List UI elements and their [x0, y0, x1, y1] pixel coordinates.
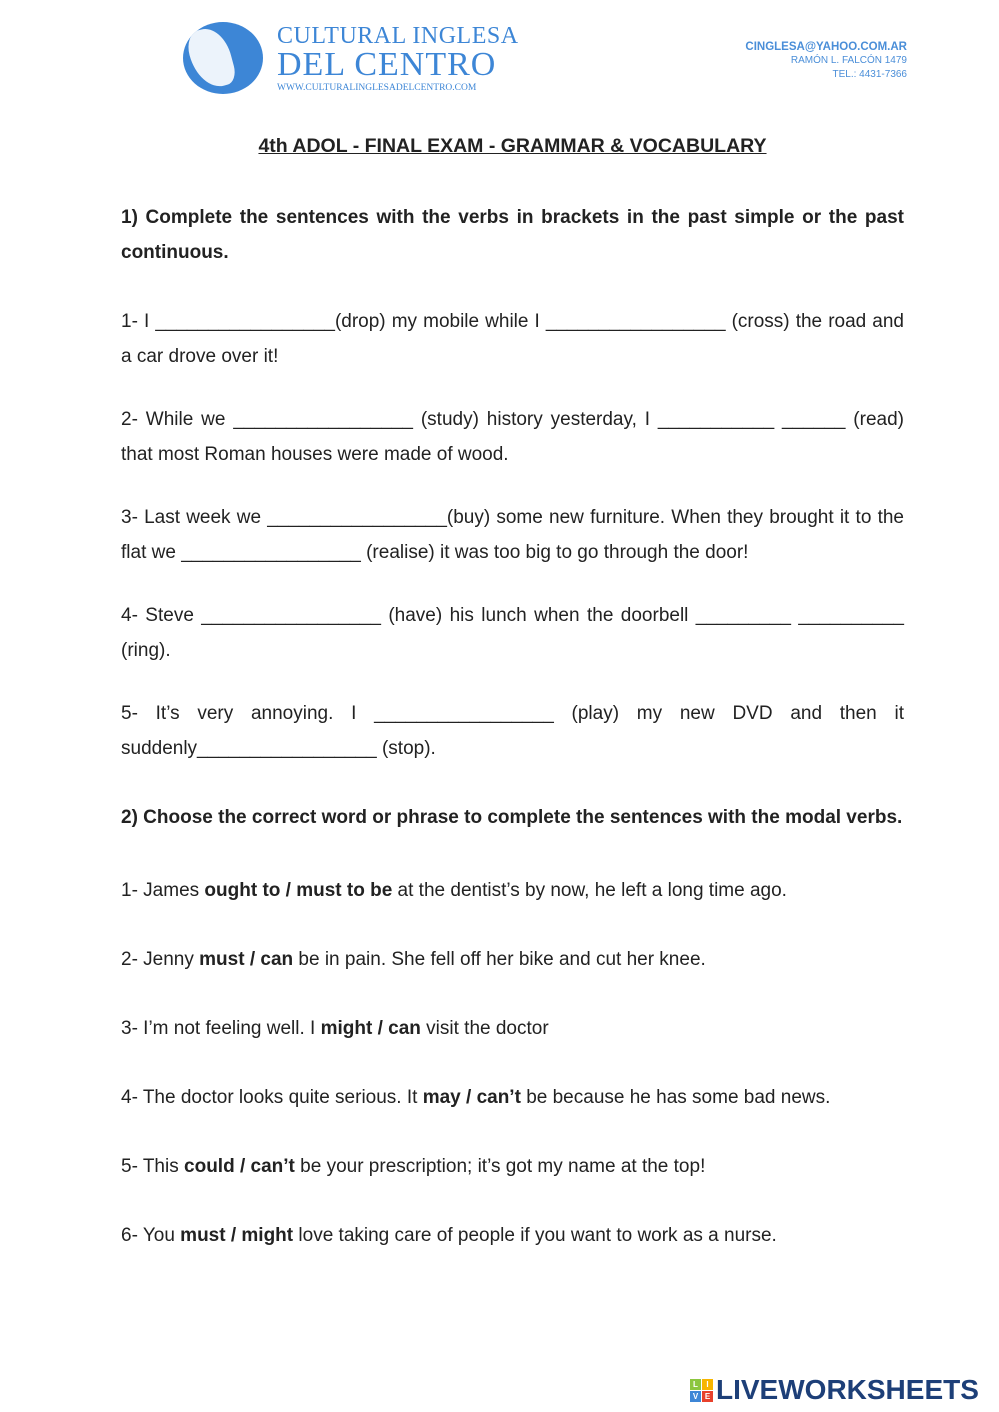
- s1-item: 4- Steve _________________ (have) his lunch when the doorbell _________ __________ (ring).: [121, 605, 904, 661]
- logo-line1: CULTURAL INGLESA: [277, 23, 519, 49]
- modal-choice[interactable]: must / can: [199, 949, 294, 970]
- phone: TEL.: 4431-7366: [832, 69, 907, 80]
- address: RAMÓN L. FALCÓN 1479: [790, 55, 907, 66]
- s1-item: 5- It’s very annoying. I _________________ (play) my new DVD and then it suddenly_________________ (stop).: [121, 703, 904, 759]
- section2-items: [121, 873, 904, 1253]
- email: CINGLESA@YAHOO.COM.AR: [745, 41, 907, 53]
- s2-item: [121, 942, 904, 977]
- sentence-text: 2- Jenny: [121, 949, 200, 970]
- sentence-text: visit the doctor: [420, 1018, 549, 1039]
- contact-info: [745, 40, 907, 82]
- exam-body: [121, 200, 904, 1253]
- sentence-text: love taking care of people if you want to work as a nurse.: [293, 1225, 777, 1246]
- s2-item: [121, 873, 904, 908]
- s2-item: [121, 1218, 904, 1253]
- brand-name: LIVEWORKSHEETS: [716, 1374, 979, 1405]
- s2-item: [121, 1080, 904, 1115]
- modal-choice[interactable]: may / can’t: [422, 1087, 521, 1108]
- sentence-text: at the dentist’s by now, he left a long time ago.: [392, 880, 787, 901]
- lw-badge-icon: L I V E: [690, 1379, 713, 1402]
- logo-url: WWW.CULTURALINGLESADELCENTRO.COM: [277, 83, 477, 93]
- sentence-text: 3- I’m not feeling well. I: [121, 1018, 321, 1039]
- liveworksheets-logo: [690, 1374, 979, 1406]
- sentence-text: 1- James: [121, 880, 205, 901]
- sentence-text: 5- This: [121, 1156, 185, 1177]
- modal-choice[interactable]: ought to / must to be: [204, 880, 393, 901]
- sentence-text: 6- You: [121, 1225, 181, 1246]
- globe-icon: [183, 22, 263, 94]
- modal-choice[interactable]: could / can’t: [184, 1156, 295, 1177]
- sentence-text: 4- The doctor looks quite serious. It: [121, 1087, 423, 1108]
- s1-item: 1- I _________________(drop) my mobile while I _________________ (cross) the road and a car drove over it!: [121, 311, 904, 367]
- logo-line2: DEL CENTRO: [277, 46, 497, 83]
- section1-instruction: 1) Complete the sentences with the verbs in brackets in the past simple or the past continuous.: [121, 207, 904, 263]
- s2-item: [121, 1149, 904, 1184]
- page-title: 4th ADOL - FINAL EXAM - GRAMMAR & VOCABULARY: [258, 135, 767, 157]
- s2-item: [121, 1011, 904, 1046]
- modal-choice[interactable]: must / might: [180, 1225, 294, 1246]
- sentence-text: be because he has some bad news.: [520, 1087, 831, 1108]
- section2-instruction: 2) Choose the correct word or phrase to complete the sentences with the modal verbs.: [121, 807, 903, 828]
- sentence-text: be your prescription; it’s got my name at the top!: [294, 1156, 706, 1177]
- s1-item: 3- Last week we _________________(buy) some new furniture. When they brought it to the flat we _________________ (realise) it was too big to go through the door!: [121, 507, 904, 563]
- modal-choice[interactable]: might / can: [320, 1018, 421, 1039]
- sentence-text: be in pain. She fell off her bike and cut her knee.: [293, 949, 706, 970]
- school-logo: [183, 20, 519, 96]
- s1-item: 2- While we _________________ (study) history yesterday, I ___________ ______ (read) that most Roman houses were made of wood.: [121, 409, 904, 465]
